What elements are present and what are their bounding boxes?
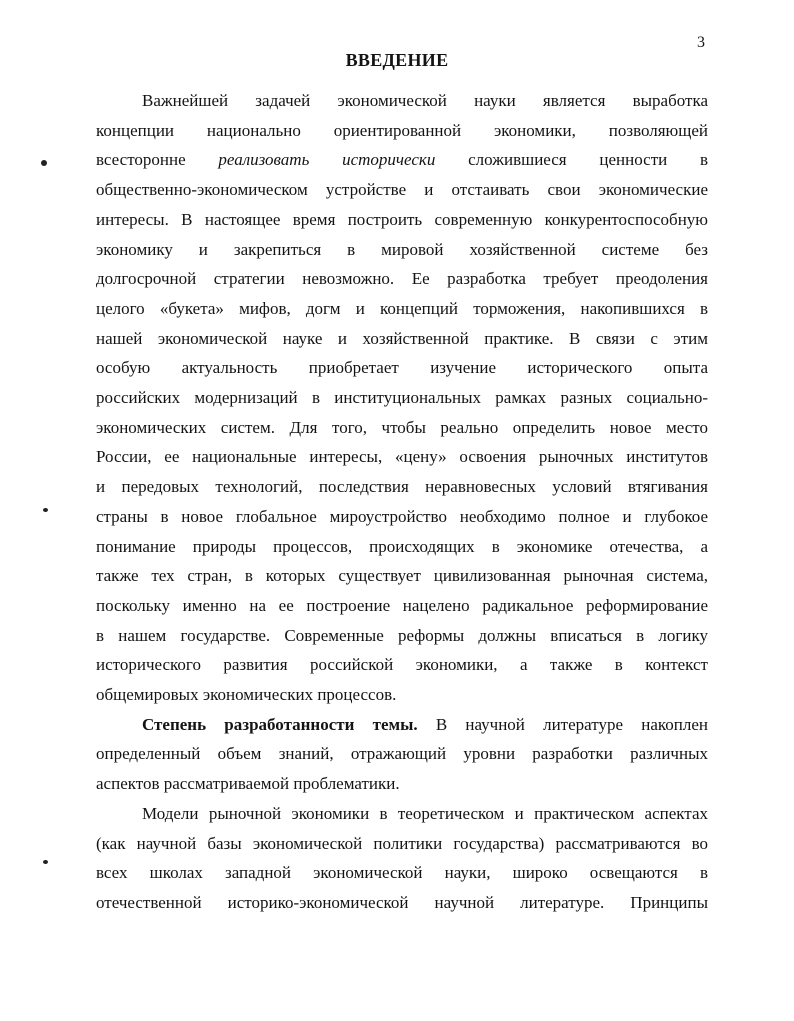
text-line: особую актуальность приобретает изучение исторического опыта bbox=[96, 358, 708, 378]
text-line: всесторонне реализовать исторически сложившиеся ценности в bbox=[96, 150, 709, 170]
paragraph-market-models bbox=[96, 799, 708, 918]
text-line: также тех стран, в которых существует цивилизованная рыночная система, bbox=[96, 566, 708, 586]
text-line: понимание природы процессов, происходящих в экономике отечества, а bbox=[96, 536, 708, 556]
paragraph-intro bbox=[96, 86, 708, 710]
text-line: экономических систем. Для того, чтобы реально определить новое место bbox=[96, 417, 708, 437]
text-line: долгосрочной стратегии невозможно. Ее разработка требует преодоления bbox=[96, 269, 708, 289]
text-line: поскольку именно на ее построение нацелено радикальное реформирование bbox=[96, 595, 708, 615]
text-line: России, ее национальные интересы, «цену» освоения рыночных институтов bbox=[96, 447, 708, 467]
text-line: Модели рыночной экономики в теоретическом и практическом аспектах bbox=[142, 803, 708, 823]
text-line: концепции национально ориентированной экономики, позволяющей bbox=[96, 120, 708, 140]
section-lead: Степень разработанности темы. bbox=[142, 714, 418, 734]
text-line: Важнейшей задачей экономической науки является выработка bbox=[142, 91, 708, 110]
text-line: определенный объем знаний, отражающий уровни разработки различных bbox=[96, 744, 708, 764]
paragraph-degree-of-development bbox=[96, 710, 708, 799]
body-text bbox=[96, 86, 708, 918]
text-line: интересы. В настоящее время построить современную конкурентоспособную bbox=[96, 209, 708, 229]
italic-word: реализовать bbox=[218, 150, 310, 170]
text-line: страны в новое глобальное мироустройство необходимо полное и глубокое bbox=[96, 506, 708, 526]
margin-mark-3 bbox=[43, 860, 48, 864]
text-line: российских модернизаций в институциональных рамках разных социально- bbox=[96, 388, 708, 408]
text-line: отечественной историко-экономической научной литературе. Принципы bbox=[96, 892, 708, 912]
margin-mark-2 bbox=[43, 508, 48, 512]
text-line: всех школах западной экономической науки, широко освещаются в bbox=[96, 863, 708, 883]
text-line: целого «букета» мифов, догм и концепций торможения, накопившихся в bbox=[96, 298, 708, 318]
text-line: исторического развития российской экономики, а также в контекст bbox=[96, 655, 708, 675]
page-number: 3 bbox=[697, 34, 705, 51]
text-line: общемировых экономических процессов. bbox=[96, 685, 397, 705]
text-line: (как научной базы экономической политики государства) рассматриваются во bbox=[96, 833, 708, 853]
margin-mark-1 bbox=[41, 160, 47, 166]
text-line: нашей экономической науке и хозяйственной практике. В связи с этим bbox=[96, 328, 708, 348]
text-line: общественно-экономическом устройстве и отстаивать свои экономические bbox=[96, 180, 708, 200]
text-line: аспектов рассматриваемой проблематики. bbox=[96, 774, 400, 794]
text-line: и передовых технологий, последствия неравновесных условий втягивания bbox=[96, 477, 708, 497]
text-line: экономику и закрепиться в мировой хозяйственной системе без bbox=[96, 239, 708, 259]
italic-word: исторически bbox=[342, 150, 436, 170]
text-line: в нашем государстве. Современные реформы должны вписаться в логику bbox=[96, 625, 708, 645]
page-title: ВВЕДЕНИЕ bbox=[345, 50, 449, 70]
text-line: Степень разработанности темы. В научной литературе накоплен bbox=[142, 714, 708, 734]
